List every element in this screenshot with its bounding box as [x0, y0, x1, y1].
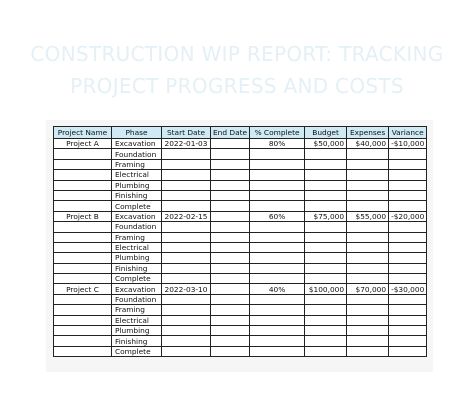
cell-start-date[interactable] — [162, 180, 211, 190]
table-row — [54, 315, 427, 325]
cell-budget[interactable] — [305, 326, 347, 336]
cell-percent-complete[interactable] — [250, 159, 305, 169]
cell-budget[interactable] — [305, 253, 347, 263]
cell-variance[interactable] — [389, 336, 427, 346]
cell-variance[interactable] — [389, 305, 427, 315]
table-row — [54, 159, 427, 169]
cell-variance[interactable] — [389, 190, 427, 200]
table-row — [54, 305, 427, 315]
cell-project-name[interactable] — [54, 336, 112, 346]
cell-budget[interactable] — [305, 263, 347, 273]
cell-variance[interactable] — [389, 315, 427, 325]
cell-project-name[interactable] — [54, 170, 112, 180]
cell-percent-complete[interactable] — [250, 315, 305, 325]
cell-budget[interactable]: $50,000 — [305, 139, 347, 149]
cell-project-name[interactable]: Project A — [54, 139, 112, 149]
cell-project-name[interactable] — [54, 346, 112, 356]
cell-budget[interactable] — [305, 159, 347, 169]
cell-expenses[interactable] — [347, 315, 389, 325]
cell-end-date[interactable] — [211, 190, 250, 200]
cell-phase[interactable]: Electrical — [112, 315, 162, 325]
cell-variance[interactable] — [389, 159, 427, 169]
cell-phase[interactable]: Electrical — [112, 242, 162, 252]
cell-phase[interactable]: Excavation — [112, 211, 162, 221]
cell-expenses[interactable] — [347, 274, 389, 284]
cell-budget[interactable] — [305, 222, 347, 232]
cell-expenses[interactable] — [347, 180, 389, 190]
cell-end-date[interactable] — [211, 242, 250, 252]
cell-percent-complete[interactable] — [250, 170, 305, 180]
cell-phase[interactable]: Excavation — [112, 284, 162, 294]
cell-variance[interactable] — [389, 180, 427, 190]
cell-start-date[interactable] — [162, 274, 211, 284]
table-row — [54, 284, 427, 294]
cell-percent-complete[interactable] — [250, 305, 305, 315]
cell-project-name[interactable] — [54, 294, 112, 304]
cell-phase[interactable]: Electrical — [112, 170, 162, 180]
table-row — [54, 346, 427, 356]
cell-project-name[interactable] — [54, 159, 112, 169]
cell-start-date[interactable] — [162, 253, 211, 263]
cell-budget[interactable] — [305, 242, 347, 252]
cell-phase[interactable]: Complete — [112, 201, 162, 211]
cell-variance[interactable] — [389, 263, 427, 273]
cell-end-date[interactable] — [211, 159, 250, 169]
cell-start-date[interactable] — [162, 346, 211, 356]
cell-phase[interactable]: Excavation — [112, 139, 162, 149]
cell-expenses[interactable] — [347, 159, 389, 169]
cell-percent-complete[interactable] — [250, 263, 305, 273]
cell-expenses[interactable] — [347, 149, 389, 159]
cell-variance[interactable] — [389, 201, 427, 211]
cell-variance[interactable]: -$20,000 — [389, 211, 427, 221]
cell-phase[interactable]: Finishing — [112, 263, 162, 273]
table-row — [54, 170, 427, 180]
cell-expenses[interactable] — [347, 170, 389, 180]
cell-end-date[interactable] — [211, 294, 250, 304]
cell-budget[interactable]: $75,000 — [305, 211, 347, 221]
cell-budget[interactable] — [305, 201, 347, 211]
cell-phase[interactable]: Foundation — [112, 222, 162, 232]
cell-phase[interactable]: Complete — [112, 274, 162, 284]
cell-end-date[interactable] — [211, 336, 250, 346]
cell-start-date[interactable] — [162, 315, 211, 325]
cell-project-name[interactable] — [54, 326, 112, 336]
cell-end-date[interactable] — [211, 284, 250, 294]
cell-project-name[interactable]: Project C — [54, 284, 112, 294]
cell-start-date[interactable] — [162, 336, 211, 346]
table-row — [54, 222, 427, 232]
cell-percent-complete[interactable] — [250, 294, 305, 304]
cell-budget[interactable] — [305, 336, 347, 346]
cell-variance[interactable] — [389, 253, 427, 263]
table-row — [54, 190, 427, 200]
column-header-budget[interactable]: Budget — [305, 127, 347, 139]
cell-percent-complete[interactable] — [250, 190, 305, 200]
cell-expenses[interactable] — [347, 305, 389, 315]
cell-budget[interactable] — [305, 315, 347, 325]
cell-end-date[interactable] — [211, 305, 250, 315]
cell-phase[interactable]: Complete — [112, 346, 162, 356]
cell-percent-complete[interactable] — [250, 180, 305, 190]
cell-budget[interactable] — [305, 149, 347, 159]
cell-expenses[interactable] — [347, 190, 389, 200]
cell-percent-complete[interactable]: 80% — [250, 139, 305, 149]
cell-end-date[interactable] — [211, 274, 250, 284]
cell-expenses[interactable] — [347, 222, 389, 232]
cell-variance[interactable]: -$10,000 — [389, 139, 427, 149]
header-row — [54, 127, 427, 139]
table-row — [54, 263, 427, 273]
cell-percent-complete[interactable]: 40% — [250, 284, 305, 294]
cell-percent-complete[interactable] — [250, 346, 305, 356]
table-row — [54, 201, 427, 211]
cell-phase[interactable]: Foundation — [112, 149, 162, 159]
table-row — [54, 149, 427, 159]
title-line-2: PROJECT PROGRESS AND COSTS — [70, 74, 404, 98]
table-row — [54, 326, 427, 336]
cell-percent-complete[interactable] — [250, 149, 305, 159]
table-row — [54, 180, 427, 190]
cell-start-date[interactable] — [162, 170, 211, 180]
cell-start-date[interactable] — [162, 159, 211, 169]
cell-project-name[interactable] — [54, 305, 112, 315]
cell-phase[interactable]: Plumbing — [112, 180, 162, 190]
cell-variance[interactable] — [389, 242, 427, 252]
cell-percent-complete[interactable] — [250, 336, 305, 346]
cell-phase[interactable]: Finishing — [112, 336, 162, 346]
column-header-expenses[interactable]: Expenses — [347, 127, 389, 139]
cell-end-date[interactable] — [211, 180, 250, 190]
cell-expenses[interactable] — [347, 253, 389, 263]
cell-budget[interactable] — [305, 346, 347, 356]
cell-phase[interactable]: Framing — [112, 232, 162, 242]
cell-percent-complete[interactable] — [250, 201, 305, 211]
page-title — [0, 38, 474, 102]
cell-phase[interactable]: Framing — [112, 159, 162, 169]
cell-budget[interactable] — [305, 294, 347, 304]
table-row — [54, 242, 427, 252]
title-line-1: CONSTRUCTION WIP REPORT: TRACKING — [30, 42, 444, 66]
cell-end-date[interactable] — [211, 326, 250, 336]
cell-expenses[interactable]: $55,000 — [347, 211, 389, 221]
cell-start-date[interactable] — [162, 232, 211, 242]
column-header-start-date[interactable]: Start Date — [162, 127, 211, 139]
table-row — [54, 336, 427, 346]
cell-budget[interactable] — [305, 232, 347, 242]
cell-percent-complete[interactable] — [250, 232, 305, 242]
cell-budget[interactable] — [305, 180, 347, 190]
cell-expenses[interactable]: $40,000 — [347, 139, 389, 149]
cell-end-date[interactable] — [211, 263, 250, 273]
table-row — [54, 232, 427, 242]
cell-project-name[interactable] — [54, 180, 112, 190]
cell-budget[interactable] — [305, 190, 347, 200]
cell-variance[interactable] — [389, 232, 427, 242]
cell-variance[interactable] — [389, 326, 427, 336]
cell-expenses[interactable]: $70,000 — [347, 284, 389, 294]
cell-project-name[interactable] — [54, 201, 112, 211]
table-row — [54, 274, 427, 284]
cell-expenses[interactable] — [347, 232, 389, 242]
column-header-end-date[interactable]: End Date — [211, 127, 250, 139]
cell-phase[interactable]: Plumbing — [112, 253, 162, 263]
column-header-variance[interactable]: Variance — [389, 127, 427, 139]
table-row — [54, 139, 427, 149]
table-body — [54, 139, 427, 357]
cell-start-date[interactable] — [162, 242, 211, 252]
cell-end-date[interactable] — [211, 222, 250, 232]
cell-start-date[interactable]: 2022-03-10 — [162, 284, 211, 294]
cell-percent-complete[interactable] — [250, 274, 305, 284]
cell-variance[interactable]: -$30,000 — [389, 284, 427, 294]
cell-expenses[interactable] — [347, 294, 389, 304]
cell-end-date[interactable] — [211, 201, 250, 211]
cell-percent-complete[interactable]: 60% — [250, 211, 305, 221]
column-header-project-name[interactable]: Project Name — [54, 127, 112, 139]
cell-project-name[interactable] — [54, 149, 112, 159]
cell-start-date[interactable] — [162, 190, 211, 200]
wip-report-table — [53, 126, 427, 357]
cell-project-name[interactable] — [54, 274, 112, 284]
cell-start-date[interactable] — [162, 305, 211, 315]
table-row — [54, 253, 427, 263]
cell-project-name[interactable] — [54, 242, 112, 252]
cell-end-date[interactable] — [211, 170, 250, 180]
cell-expenses[interactable] — [347, 336, 389, 346]
cell-end-date[interactable] — [211, 232, 250, 242]
cell-expenses[interactable] — [347, 346, 389, 356]
cell-start-date[interactable] — [162, 263, 211, 273]
cell-expenses[interactable] — [347, 201, 389, 211]
cell-variance[interactable] — [389, 222, 427, 232]
column-header-percent-complete[interactable]: % Complete — [250, 127, 305, 139]
cell-variance[interactable] — [389, 294, 427, 304]
cell-end-date[interactable] — [211, 211, 250, 221]
table-row — [54, 211, 427, 221]
cell-project-name[interactable] — [54, 222, 112, 232]
cell-variance[interactable] — [389, 346, 427, 356]
cell-percent-complete[interactable] — [250, 242, 305, 252]
cell-start-date[interactable] — [162, 149, 211, 159]
cell-end-date[interactable] — [211, 139, 250, 149]
cell-variance[interactable] — [389, 170, 427, 180]
cell-end-date[interactable] — [211, 315, 250, 325]
cell-expenses[interactable] — [347, 263, 389, 273]
cell-percent-complete[interactable] — [250, 222, 305, 232]
cell-start-date[interactable] — [162, 326, 211, 336]
cell-phase[interactable]: Framing — [112, 305, 162, 315]
cell-start-date[interactable]: 2022-02-15 — [162, 211, 211, 221]
cell-start-date[interactable] — [162, 201, 211, 211]
cell-expenses[interactable] — [347, 326, 389, 336]
cell-budget[interactable] — [305, 274, 347, 284]
cell-end-date[interactable] — [211, 253, 250, 263]
cell-project-name[interactable] — [54, 263, 112, 273]
cell-project-name[interactable]: Project B — [54, 211, 112, 221]
cell-project-name[interactable] — [54, 253, 112, 263]
cell-expenses[interactable] — [347, 242, 389, 252]
cell-variance[interactable] — [389, 274, 427, 284]
cell-percent-complete[interactable] — [250, 253, 305, 263]
column-header-phase[interactable]: Phase — [112, 127, 162, 139]
cell-phase[interactable]: Plumbing — [112, 326, 162, 336]
cell-end-date[interactable] — [211, 149, 250, 159]
table-row — [54, 294, 427, 304]
cell-project-name[interactable] — [54, 315, 112, 325]
cell-phase[interactable]: Foundation — [112, 294, 162, 304]
cell-phase[interactable]: Finishing — [112, 190, 162, 200]
cell-budget[interactable]: $100,000 — [305, 284, 347, 294]
cell-budget[interactable] — [305, 305, 347, 315]
cell-start-date[interactable] — [162, 294, 211, 304]
cell-project-name[interactable] — [54, 232, 112, 242]
cell-variance[interactable] — [389, 149, 427, 159]
cell-project-name[interactable] — [54, 190, 112, 200]
cell-start-date[interactable] — [162, 222, 211, 232]
cell-budget[interactable] — [305, 170, 347, 180]
cell-end-date[interactable] — [211, 346, 250, 356]
cell-percent-complete[interactable] — [250, 326, 305, 336]
cell-start-date[interactable]: 2022-01-03 — [162, 139, 211, 149]
